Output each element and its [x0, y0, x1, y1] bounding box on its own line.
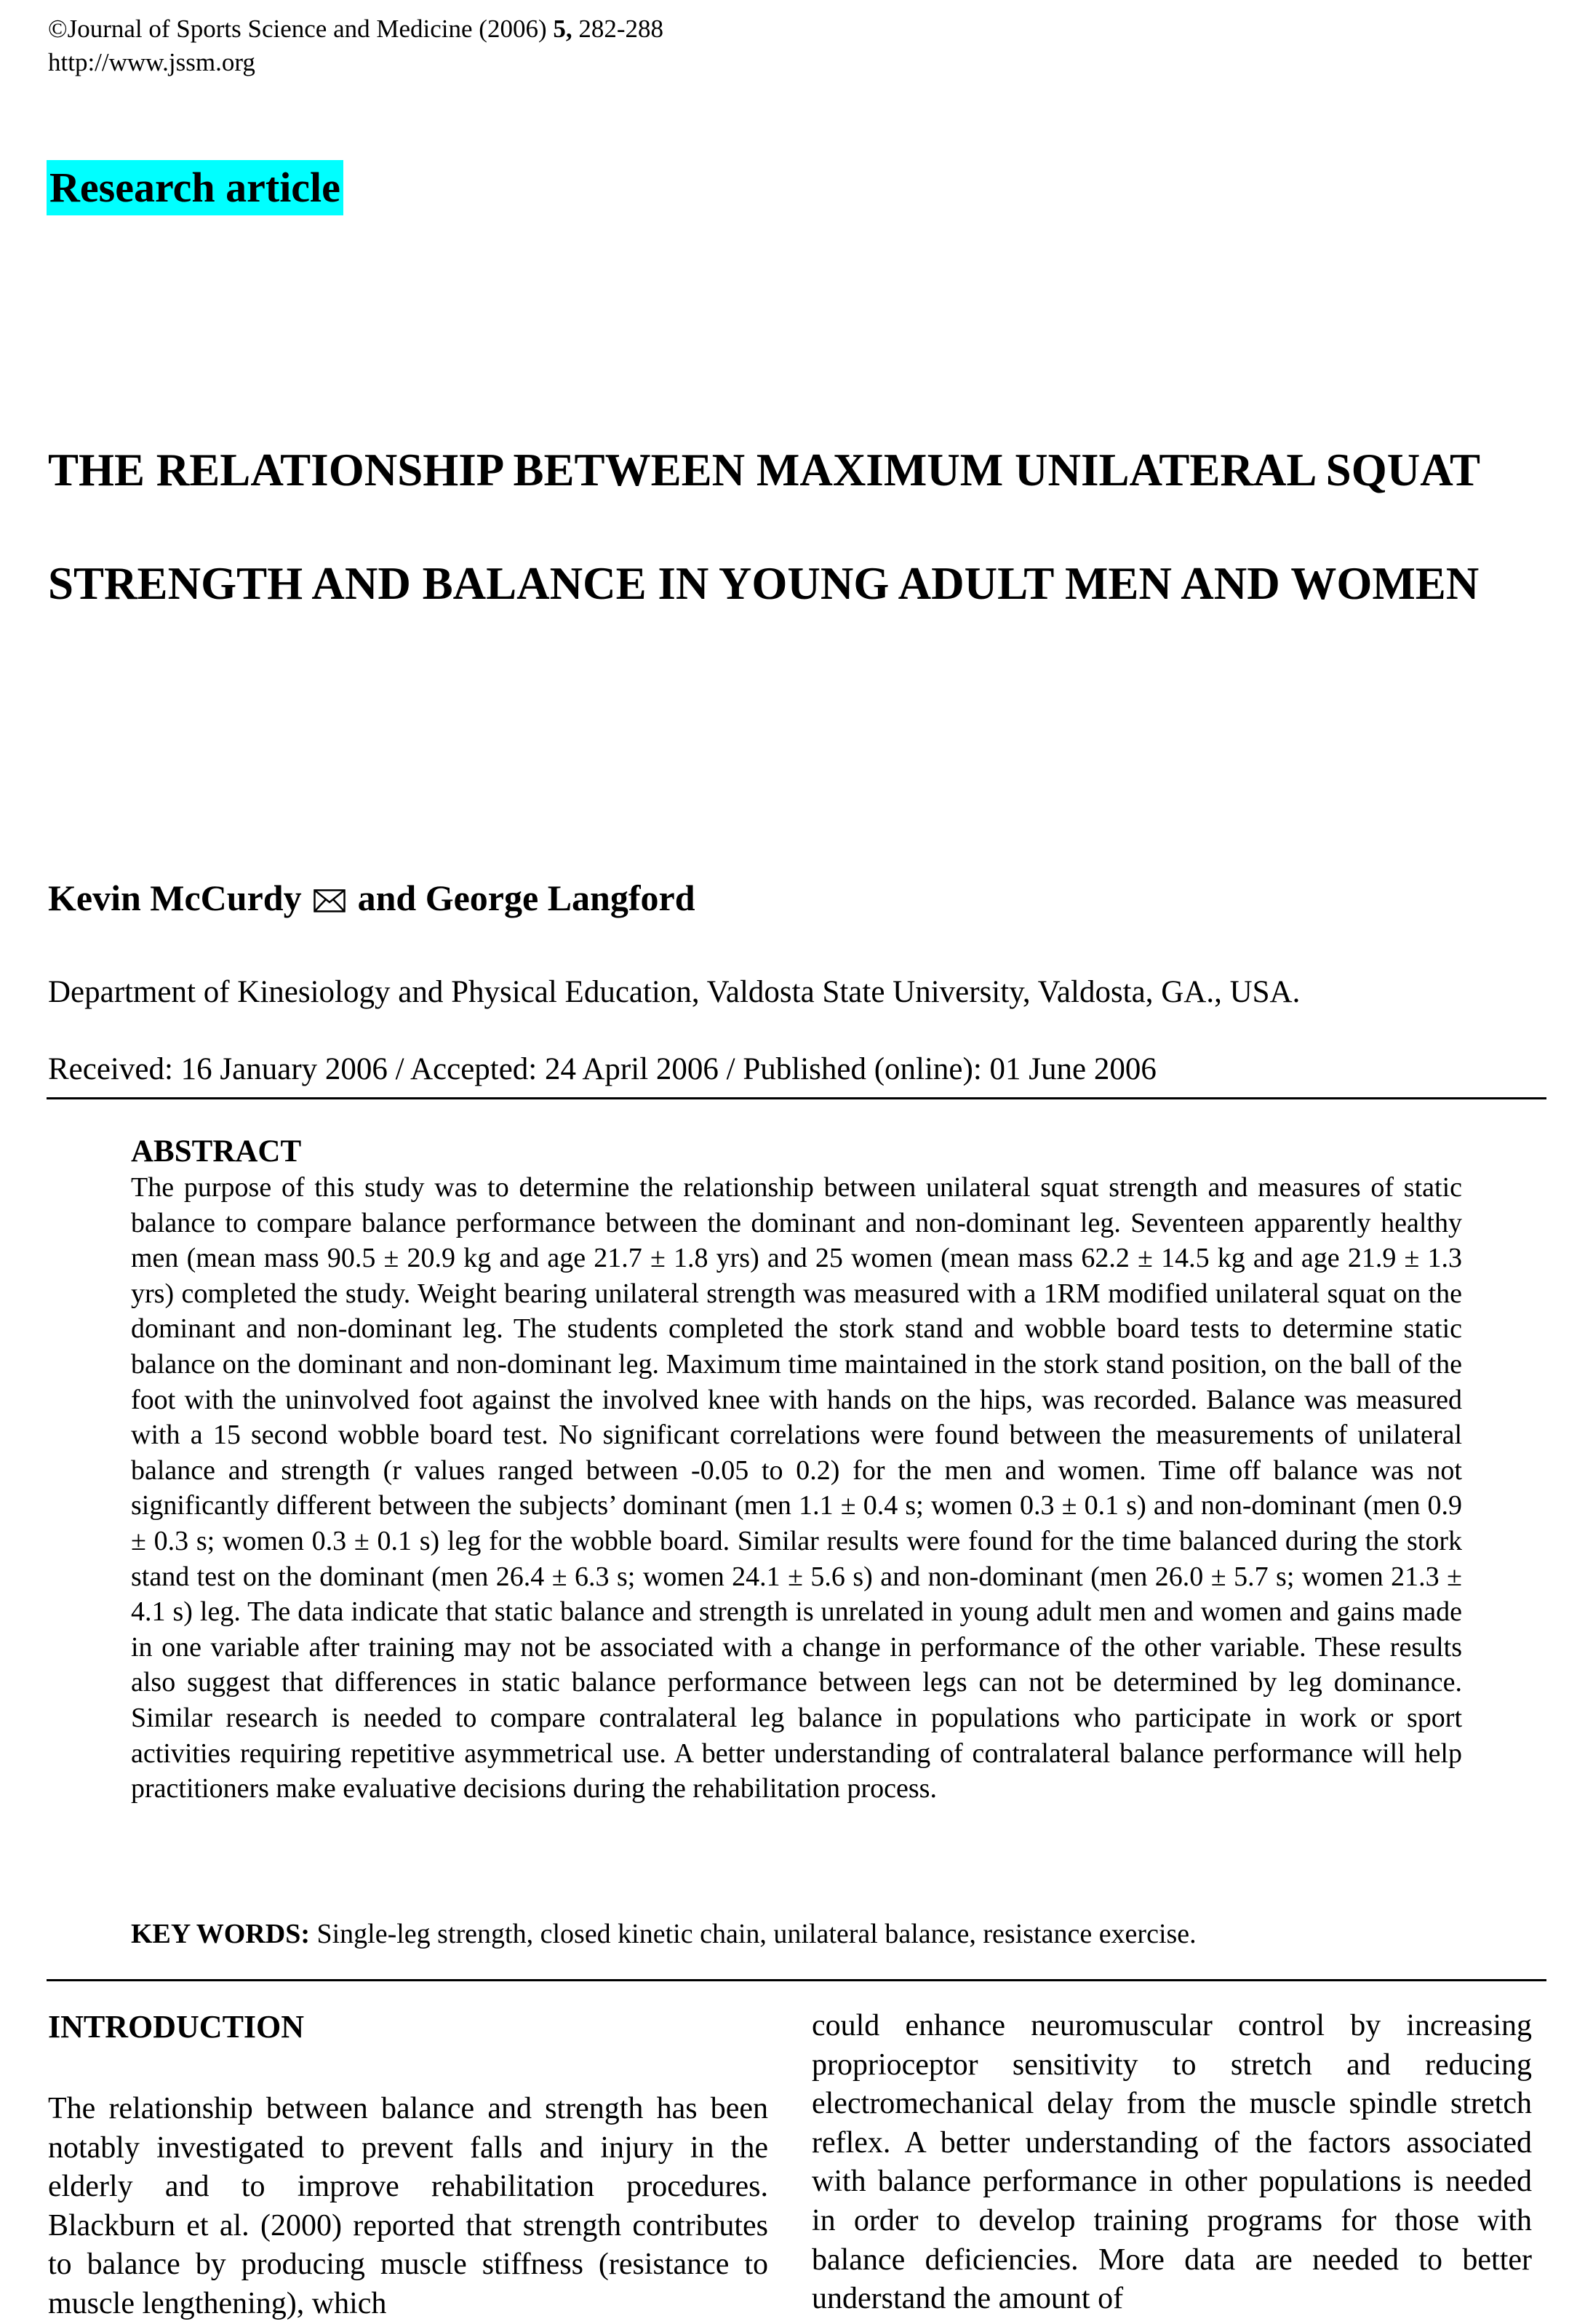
- journal-citation: [48, 13, 663, 45]
- keywords: [131, 1917, 1462, 1951]
- journal-url[interactable]: http://www.jssm.org: [48, 48, 255, 76]
- journal-pages: 282-288: [572, 15, 663, 43]
- divider-bottom: [47, 1979, 1546, 1981]
- keywords-label: KEY WORDS:: [131, 1919, 310, 1949]
- author-second: George Langford: [425, 878, 695, 918]
- envelope-icon[interactable]: [314, 889, 346, 912]
- introduction-heading: INTRODUCTION: [48, 2009, 305, 2045]
- divider-top: [47, 1097, 1546, 1099]
- abstract-section: [131, 1134, 1462, 1807]
- publication-dates: Received: 16 January 2006 / Accepted: 24 April 2006 / Published (online): 01 June 2006: [48, 1052, 1157, 1086]
- journal-volume: 5,: [553, 15, 572, 43]
- author-first: Kevin McCurdy: [48, 878, 302, 918]
- author-line: [48, 875, 695, 921]
- introduction-paragraph-left: The relationship between balance and strength has been notably investigated to prevent falls and injury in the elderly and to improve rehabilitation procedures. Blackburn et al. (2000) reported that strength contributes to balance by producing muscle stiffness (resistance to muscle lengthening), which: [48, 2092, 768, 2320]
- column-left: [48, 2007, 768, 2324]
- author-separator: and: [348, 878, 426, 918]
- abstract-heading: ABSTRACT: [131, 1134, 302, 1169]
- article-type-badge: Research article: [47, 160, 343, 215]
- column-right: [812, 2007, 1532, 2319]
- keywords-text: Single-leg strength, closed kinetic chain, unilateral balance, resistance exercise.: [309, 1919, 1197, 1949]
- article-title: THE RELATIONSHIP BETWEEN MAXIMUM UNILATERAL SQUAT STRENGTH AND BALANCE IN YOUNG ADULT MEN AND WOMEN: [48, 445, 1480, 609]
- journal-name: ©Journal of Sports Science and Medicine (2006): [48, 15, 554, 43]
- introduction-paragraph-right: could enhance neuromuscular control by increasing proprioceptor sensitivity to stretch and reducing electromechanical delay from the muscle spindle stretch reflex. A better understanding of the factors associated with balance performance in other populations is needed in order to develop training programs for those with balance deficiencies. More data are needed to better understand the amount of: [812, 2009, 1532, 2316]
- abstract-text: The purpose of this study was to determine the relationship between unilateral squat strength and measures of static balance to compare balance performance between the dominant and non-dominant leg. Seventeen apparently healthy men (mean mass 90.5 ± 20.9 kg and age 21.7 ± 1.8 yrs) and 25 women (mean mass 62.2 ± 14.5 kg and age 21.9 ± 1.3 yrs) completed the study. Weight bearing unilateral strength was measured with a 1RM modified unilateral squat on the dominant and non-dominant leg. The students completed the stork stand and wobble board tests to determine static balance on the dominant and non-dominant leg. Maximum time maintained in the stork stand position, on the ball of the foot with the uninvolved foot against the involved knee with hands on the hips, was recorded. Balance was measured with a 15 second wobble board test. No significant correlations were found between the measurements of unilateral balance and strength (r values ranged between -0.05 to 0.2) for the men and women. Time off balance was not significantly different between the subjects’ dominant (men 1.1 ± 0.4 s; women 0.3 ± 0.1 s) and non-dominant (men 0.9 ± 0.3 s; women 0.3 ± 0.1 s) leg for the wobble board. Similar results were found for the time balanced during the stork stand test on the dominant (men 26.4 ± 6.3 s; women 24.1 ± 5.6 s) and non-dominant (men 26.0 ± 5.7 s; women 21.3 ± 4.1 s) leg. The data indicate that static balance and strength is unrelated in young adult men and women and gains made in one variable after training may not be associated with a change in performance of the other variable. These results also suggest that differences in static balance performance between legs can not be determined by leg dominance. Similar research is needed to compare contralateral leg balance in populations who participate in work or sport activities requiring repetitive asymmetrical use. A better understanding of contralateral balance performance will help practitioners make evaluative decisions during the rehabilitation process.: [131, 1172, 1462, 1804]
- affiliation: Department of Kinesiology and Physical Education, Valdosta State University, Valdosta, GA., USA.: [48, 975, 1301, 1009]
